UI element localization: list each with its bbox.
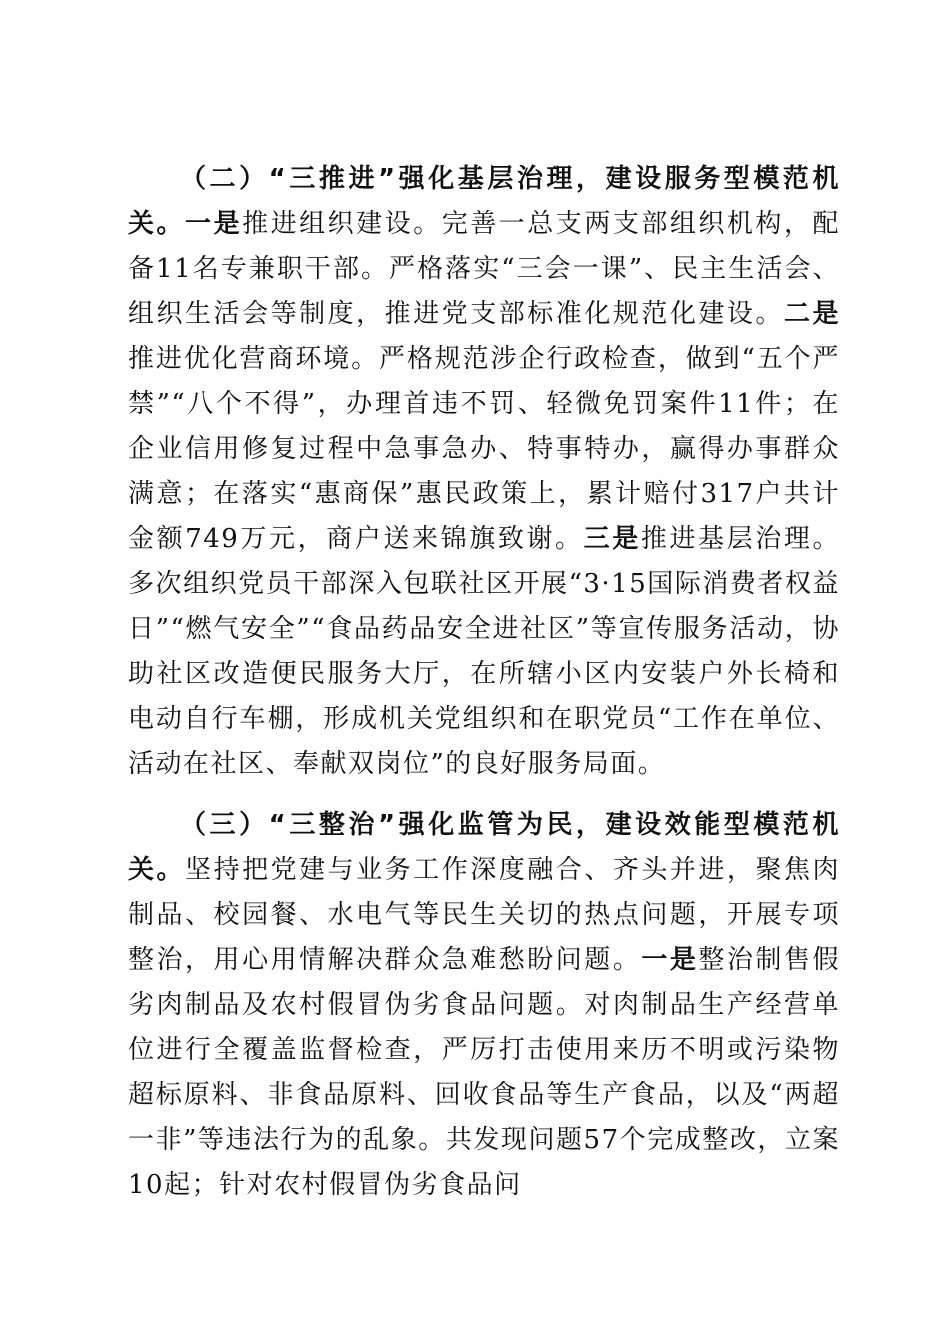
point-1-text: 推进组织建设。完善一总支两支部组织机构，配备11名专兼职干部。严格落实“三会一课”、民主生活会、组织生活会等制度，推进党支部标准化规范化建设。 — [128, 209, 840, 329]
document-page — [128, 157, 840, 1208]
section-3-point-1-label: 一是 — [641, 945, 699, 975]
point-3-label: 三是 — [583, 524, 641, 554]
point-2-text: 推进优化营商环境。严格规范涉企行政检查，做到“五个严禁”“八个不得”，办理首违不罚、轻微免罚案件11件；在企业信用修复过程中急事急办、特事特办，赢得办事群众满意；在落实“惠商保”惠民政策上，累计赔付317户共计金额749万元，商户送来锦旗致谢。 — [128, 344, 840, 554]
section-3-heading: （三）“三整治”强化监管为民，建设效能型模范机关。 — [128, 810, 840, 885]
section-3-intro: 坚持把党建与业务工作深度融合、齐头并进，聚焦肉制品、校园餐、水电气等民生关切的热点问题，开展专项整治，用心用情解决群众急难愁盼问题。 — [128, 855, 840, 975]
section-3-point-1-text: 整治制售假劣肉制品及农村假冒伪劣食品问题。对肉制品生产经营单位进行全覆盖监督检查，严厉打击使用来历不明或污染物超标原料、非食品原料、回收食品等生产食品，以及“两超一非”等违法行为的乱象。共发现问题57个完成整改，立案10起；针对农村假冒伪劣食品问 — [128, 945, 840, 1200]
point-3-text: 推进基层治理。多次组织党员干部深入包联社区开展“3·15国际消费者权益日”“燃气安全”“食品药品安全进社区”等宣传服务活动，协助社区改造便民服务大厅，在所辖小区内安装户外长椅和电动自行车棚，形成机关党组织和在职党员“工作在单位、活动在社区、奉献双岗位”的良好服务局面。 — [128, 524, 840, 779]
section-2-heading: （二）“三推进”强化基层治理，建设服务型模范机关。 — [128, 164, 840, 239]
point-1-label: 一是 — [185, 209, 243, 239]
section-3-paragraph — [128, 803, 840, 1208]
point-2-label: 二是 — [783, 299, 840, 329]
section-2-paragraph — [128, 157, 840, 787]
